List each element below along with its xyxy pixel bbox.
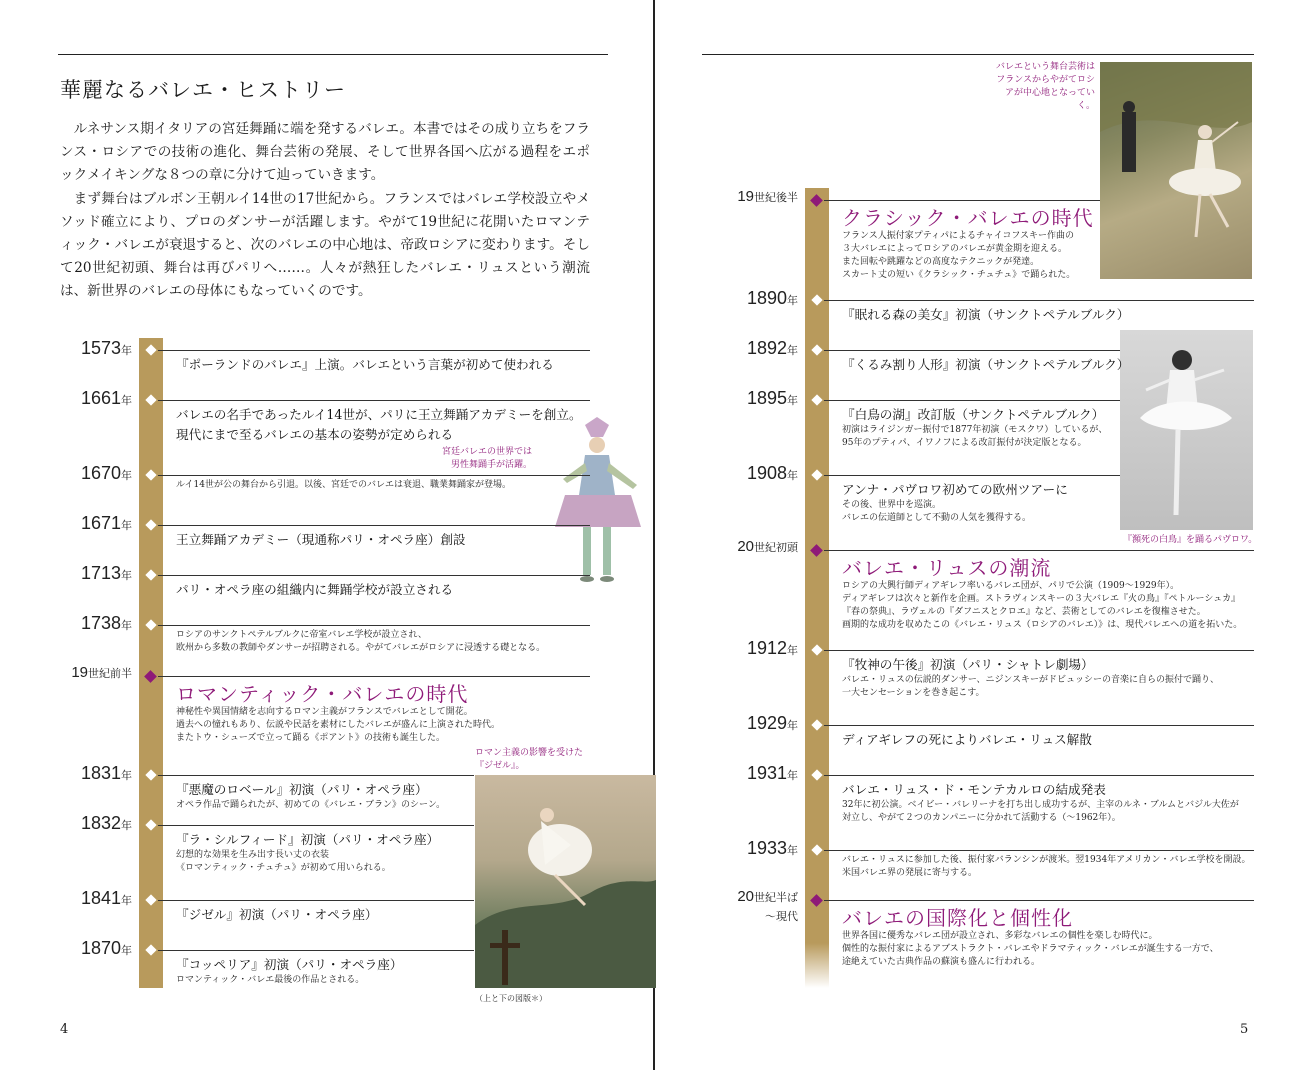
year-number: 1670 <box>80 463 121 483</box>
timeline-year <box>747 288 798 309</box>
caption-line: ロマン主義の影響を受けた <box>475 748 584 758</box>
year-suffix: 年 <box>121 345 132 357</box>
caption-line: バレエという舞台芸術は <box>995 62 1095 72</box>
event-detail: ロマンティック・バレエ最後の作品とされる。 <box>176 975 365 985</box>
event-text: 『眠れる森の美女』初演（サンクトペテルブルク） <box>842 307 1130 322</box>
year-number: 19 <box>71 664 88 681</box>
timeline-rule <box>158 676 590 677</box>
timeline-rule <box>158 350 590 351</box>
event-detail: ３大バレエによってロシアのバレエが黄金期を迎える。 <box>842 244 1068 254</box>
event-text: 『ポーランドのバレエ』上演。バレエという言葉が初めて使われる <box>176 357 554 372</box>
event-text: 『牧神の午後』初演（パリ・シャトレ劇場） <box>842 657 1094 672</box>
timeline-year <box>747 763 798 784</box>
event-text: 『悪魔のロベール』初演（パリ・オペラ座） <box>176 782 428 797</box>
event-detail: フランス人振付家プティパによるチャイコフスキー作曲の <box>842 231 1075 241</box>
caption-line: 宮廷バレエの世界では <box>441 447 532 457</box>
year-number: 1831 <box>80 763 121 783</box>
timeline-rule <box>824 850 1254 851</box>
year-number: 1895 <box>746 388 787 408</box>
timeline-year <box>737 888 798 926</box>
year-number: 1912 <box>746 638 787 658</box>
star-dancer-painting <box>1100 62 1252 279</box>
event-detail: オペラ作品で踊られたが、初めての《バレエ・ブラン》のシーン。 <box>176 800 446 810</box>
year-number: 1870 <box>80 938 121 958</box>
event-detail: またトウ・シューズで立って踊る《ポアント》の技術も誕生した。 <box>176 733 446 743</box>
timeline-year <box>81 563 132 584</box>
year-number: 1573 <box>80 338 121 358</box>
timeline-year <box>81 338 132 359</box>
year-suffix: 世紀半ば <box>754 892 798 904</box>
timeline-rule <box>158 400 590 401</box>
year-suffix: 年 <box>121 570 132 582</box>
timeline-rule <box>824 300 1254 301</box>
timeline-year <box>737 188 798 207</box>
timeline-rule <box>158 575 590 576</box>
year-number: 1841 <box>80 888 121 908</box>
timeline-year <box>71 664 132 683</box>
year-suffix: 年 <box>121 470 132 482</box>
year-suffix: 年 <box>121 770 132 782</box>
year-suffix: 年 <box>121 820 132 832</box>
timeline-year <box>81 888 132 909</box>
timeline-rule <box>158 775 474 776</box>
caption-line: フランスからやがてロシ <box>996 75 1095 85</box>
event-detail: 『春の祭典』、ラヴェルの『ダフニスとクロエ』など、芸術としてのバレエを復権させた。 <box>842 607 1206 617</box>
timeline-year <box>747 838 798 859</box>
event-text: 王立舞踊アカデミー（現通称パリ・オペラ座）創設 <box>176 532 466 547</box>
timeline-rule <box>824 775 1254 776</box>
timeline-rule <box>824 475 1120 476</box>
timeline-rule <box>158 525 590 526</box>
caption-giselle <box>475 747 583 773</box>
event-detail: 一大センセーションを巻き起こす。 <box>842 688 985 698</box>
timeline-rule <box>158 900 474 901</box>
year-suffix: 年 <box>121 620 132 632</box>
event-detail: バレエの伝道師として不動の人気を獲得する。 <box>842 513 1032 523</box>
timeline-bar-fade <box>805 943 829 988</box>
event-detail: 対立し、やがて２つのカンパニーに分かれて活動する（～1962年）。 <box>842 813 1121 823</box>
event-text: 『くるみ割り人形』初演（サンクトペテルブルク） <box>842 357 1130 372</box>
top-rule-right <box>702 54 1254 55</box>
caption-swan: 『瀕死の白鳥』を踊るパヴロワ。 <box>1123 535 1258 545</box>
caption-line: 男性舞踊手が活躍。 <box>450 460 532 470</box>
timeline-rule <box>824 900 1254 901</box>
year-number: 20 <box>737 538 754 555</box>
event-detail: 米国バレエ界の発展に寄与する。 <box>842 868 978 878</box>
year-suffix: 世紀後半 <box>754 192 798 204</box>
year-number: 1713 <box>80 563 121 583</box>
year-number: 20 <box>737 888 754 905</box>
year-suffix: 世紀前半 <box>88 668 132 680</box>
intro-paragraph: ルネサンス期イタリアの宮廷舞踊に端を発するバレエ。本書ではその成り立ちをフランス・ロシアでの技術の進化、舞台芸術の発展、そして世界各国へ広がる過程をエポックメイキングな８つの章に分けて辿っていきます。 <box>60 121 590 184</box>
event-detail: 過去への憧れもあり、伝説や民話を素材にしたバレエが盛んに上演された時代。 <box>176 720 501 730</box>
event-detail: 幻想的な効果を生み出す長い丈の衣装 <box>176 850 330 860</box>
year-number: 1892 <box>746 338 787 358</box>
event-detail: 32年に初公演。ベイビー・バレリーナを打ち出し成功するが、主宰のルネ・ブルムとバジル大佐が <box>842 800 1239 810</box>
era-title: バレエ・リュスの潮流 <box>842 556 1052 580</box>
timeline-rule <box>824 650 1254 651</box>
star-dancer-figure <box>1100 62 1252 279</box>
event-detail: バレエ・リュスの伝説的ダンサー、ニジンスキーがドビュッシーの音楽に自らの振付で踊り、 <box>842 675 1219 685</box>
timeline-year <box>747 638 798 659</box>
event-text: 『ラ・シルフィード』初演（パリ・オペラ座） <box>176 832 440 847</box>
year-number: 1933 <box>746 838 787 858</box>
year-number: 1931 <box>746 763 787 783</box>
giselle-illustration <box>475 775 656 988</box>
year-number: 1890 <box>746 288 787 308</box>
timeline-year <box>747 713 798 734</box>
event-detail: 世界各国に優秀なバレエ団が設立され、多彩なバレエの個性を楽しむ時代に。 <box>842 931 1158 941</box>
top-rule-left <box>58 54 608 55</box>
year-suffix: 年 <box>787 770 798 782</box>
king-costume-illustration <box>545 415 651 595</box>
year-suffix: 年 <box>121 395 132 407</box>
page-number-right: 5 <box>1240 1022 1249 1037</box>
event-text: 『白鳥の湖』改訂版（サンクトペテルブルク） <box>842 407 1105 422</box>
event-detail: また回転や跳躍などの高度なテクニックが発達。 <box>842 257 1040 267</box>
timeline-year <box>81 513 132 534</box>
caption-court-ballet <box>437 446 532 472</box>
year-suffix: 年 <box>787 345 798 357</box>
timeline-year <box>81 813 132 834</box>
timeline-year <box>81 463 132 484</box>
king-costume-figure <box>545 415 651 595</box>
giselle-figure <box>475 775 656 988</box>
year-suffix: 年 <box>787 645 798 657</box>
event-text: パリ・オペラ座の組織内に舞踊学校が設立される <box>176 582 454 597</box>
event-detail: ロシアの大興行師ディアギレフ率いるバレエ団が、パリで公演（1909～1929年）。 <box>842 581 1180 591</box>
image-credit: （上と下の図版＊） <box>475 994 547 1003</box>
caption-line: アが中心地となっていく。 <box>1004 88 1095 111</box>
event-text: ディアギレフの死によりバレエ・リュス解散 <box>842 732 1092 747</box>
event-detail: スカート丈の短い《クラシック・チュチュ》で踊られた。 <box>842 270 1076 280</box>
intro-paragraph: まず舞台はブルボン王朝ルイ14世の17世紀から。フランスではバレエ学校設立やメソッド確立により、プロのダンサーが活躍します。やがて19世紀に花開いたロマンティック・バレエが衰退すると、次のバレエの中心地は、帝政ロシアに変わります。そして20世紀初頭、舞台は再びパリへ……。人々が熱狂したバレエ・リュスという潮流は、新世界のバレエの母体にもなっていくのです。 <box>60 190 590 300</box>
timeline-year <box>747 388 798 409</box>
event-detail: その後、世界中を巡演。 <box>842 500 942 510</box>
event-detail: 画期的な成功を収めたこの《バレエ・リュス（ロシアのバレエ）》は、現代バレエへの道を拓いた。 <box>842 620 1243 630</box>
year-number: 1738 <box>80 613 121 633</box>
year-number: 1671 <box>80 513 121 533</box>
year-suffix: 年 <box>121 945 132 957</box>
timeline-rule <box>158 475 590 476</box>
era-title: ロマンティック・バレエの時代 <box>176 682 469 706</box>
caption-star <box>990 61 1095 113</box>
year-suffix: 年 <box>121 520 132 532</box>
year-suffix: 年 <box>121 895 132 907</box>
event-detail: 神秘性や異国情緒を志向するロマン主義がフランスでバレエとして開花。 <box>176 707 473 717</box>
timeline-year <box>747 463 798 484</box>
event-text: バレエの名手であったルイ14世が、パリに王立舞踊アカデミーを創立。 <box>176 407 582 422</box>
year-suffix: ～現代 <box>765 911 798 923</box>
pavlova-photo <box>1120 330 1253 530</box>
event-text: 『コッペリア』初演（パリ・オペラ座） <box>176 957 403 972</box>
year-suffix: 年 <box>787 845 798 857</box>
event-detail: 欧州から多数の教師やダンサーが招聘される。やがてバレエがロシアに浸透する礎となる。 <box>176 643 546 653</box>
timeline-year <box>81 613 132 634</box>
timeline-rule <box>824 725 1254 726</box>
event-detail: ディアギレフは次々と新作を企画。ストラヴィンスキーの３大バレエ『火の鳥』『ペトルーシュカ』 <box>842 594 1241 604</box>
timeline-rule <box>824 350 1120 351</box>
timeline-year <box>747 338 798 359</box>
year-suffix: 世紀初頭 <box>754 542 798 554</box>
pavlova-figure <box>1120 330 1253 530</box>
year-number: 1908 <box>746 463 787 483</box>
timeline-rule <box>158 625 590 626</box>
year-suffix: 年 <box>787 470 798 482</box>
year-suffix: 年 <box>787 395 798 407</box>
timeline-rule <box>824 550 1254 551</box>
event-detail: ロシアのサンクトペテルブルクに帝室バレエ学校が設立され、 <box>176 630 427 640</box>
timeline-year <box>81 763 132 784</box>
event-detail: 初演はライジンガー振付で1877年初演（モスクワ）しているが、 <box>842 425 1108 435</box>
timeline-bar-left <box>139 338 163 988</box>
event-detail: ルイ14世が公の舞台から引退。以後、宮廷でのバレエは衰退、職業舞踊家が登場。 <box>176 480 512 490</box>
event-text: アンナ・パヴロワ初めての欧州ツアーに <box>842 482 1068 497</box>
year-number: 1929 <box>746 713 787 733</box>
year-number: 19 <box>737 188 754 205</box>
era-title: クラシック・バレエの時代 <box>842 206 1094 230</box>
year-number: 1661 <box>80 388 121 408</box>
event-detail: 個性的な振付家によるアブストラクト・バレエやドラマティック・バレエが誕生する一方で、 <box>842 944 1219 954</box>
timeline-year <box>81 388 132 409</box>
year-number: 1832 <box>80 813 121 833</box>
event-text: 現代にまで至るバレエの基本の姿勢が定められる <box>176 427 454 442</box>
intro-text <box>60 118 590 304</box>
timeline-rule <box>158 950 474 951</box>
event-detail: 《ロマンティック・チュチュ》が初めて用いられる。 <box>176 863 391 873</box>
year-suffix: 年 <box>787 295 798 307</box>
era-title: バレエの国際化と個性化 <box>842 906 1073 930</box>
timeline-rule <box>824 200 1100 201</box>
timeline-rule <box>158 825 474 826</box>
timeline-year <box>81 938 132 959</box>
event-text: バレエ・リュス・ド・モンテカルロの結成発表 <box>842 782 1106 797</box>
timeline-year <box>737 538 798 557</box>
page-number-left: 4 <box>60 1022 69 1037</box>
year-suffix: 年 <box>787 720 798 732</box>
event-detail: バレエ・リュスに参加した後、振付家バランシンが渡米。翌1934年アメリカン・バレエ学校を開設。 <box>842 855 1251 865</box>
caption-line: 『ジゼル』。 <box>475 761 525 771</box>
page-title: 華麗なるバレエ・ヒストリー <box>60 78 346 102</box>
event-detail: 途絶えていた古典作品の蘇演も盛んに行われる。 <box>842 957 1041 967</box>
event-text: 『ジゼル』初演（パリ・オペラ座） <box>176 907 378 922</box>
timeline-rule <box>824 400 1120 401</box>
event-detail: 95年のプティパ、イワノフによる改訂振付が決定版となる。 <box>842 438 1087 448</box>
